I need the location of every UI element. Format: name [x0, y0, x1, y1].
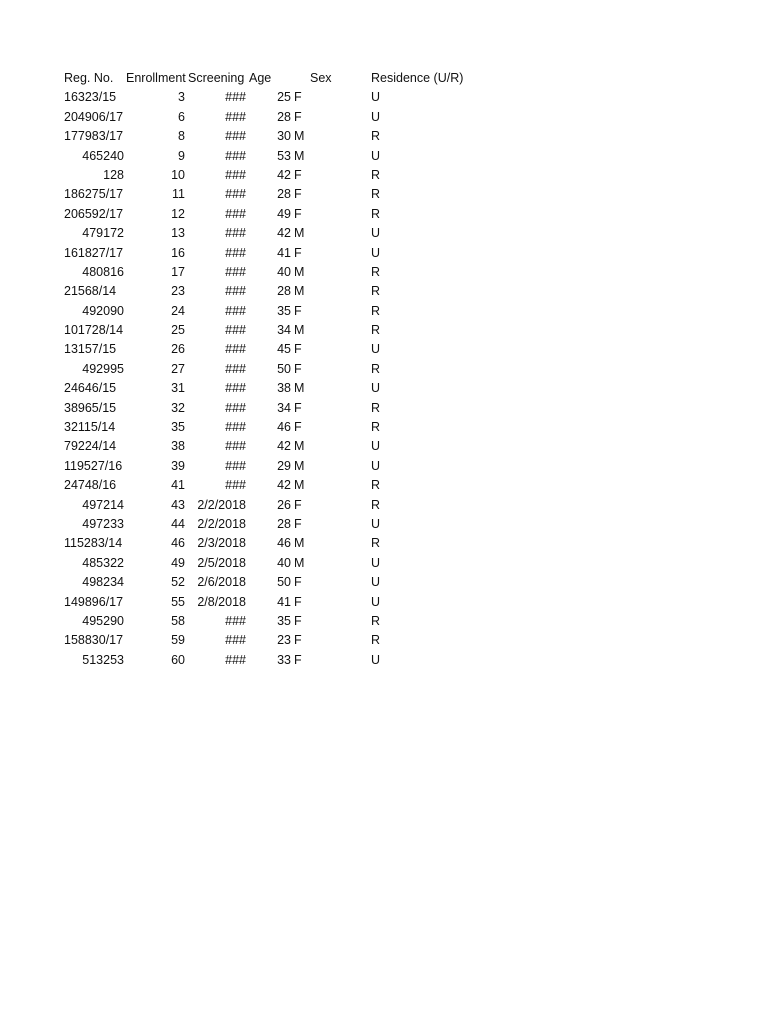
screening-cell[interactable]: ###	[225, 148, 246, 163]
sex-cell[interactable]: M	[294, 284, 305, 299]
residence-cell[interactable]: U	[371, 90, 381, 105]
enrollment-cell[interactable]: 25	[171, 323, 185, 338]
sex-cell[interactable]: F	[294, 516, 302, 531]
residence-cell[interactable]: U	[371, 342, 381, 357]
residence-cell[interactable]: R	[371, 536, 381, 551]
reg-no-cell[interactable]: 513253	[82, 652, 124, 667]
screening-cell[interactable]: 2/3/2018	[197, 536, 246, 551]
age-cell[interactable]: 49	[277, 206, 291, 221]
enrollment-cell[interactable]: 23	[171, 284, 185, 299]
table-row	[0, 496, 768, 515]
enrollment-cell[interactable]: 46	[171, 536, 185, 551]
reg-no-cell[interactable]: 16323/15	[64, 90, 117, 105]
screening-cell[interactable]: ###	[225, 439, 246, 454]
age-cell[interactable]: 42	[277, 478, 291, 493]
screening-cell[interactable]: ###	[225, 226, 246, 241]
enrollment-cell[interactable]: 52	[171, 575, 185, 590]
residence-cell[interactable]: R	[371, 478, 381, 493]
enrollment-cell[interactable]: 44	[171, 516, 185, 531]
screening-cell[interactable]: ###	[225, 323, 246, 338]
reg-no-cell[interactable]: 485322	[82, 555, 124, 570]
reg-no-cell[interactable]: 497214	[82, 497, 124, 512]
reg-no-cell[interactable]: 24748/16	[64, 478, 117, 493]
enrollment-cell[interactable]: 38	[171, 439, 185, 454]
age-cell[interactable]: 42	[277, 167, 291, 182]
reg-no-cell[interactable]: 115283/14	[64, 536, 123, 551]
age-cell[interactable]: 34	[277, 323, 291, 338]
enrollment-cell[interactable]: 9	[178, 148, 185, 163]
screening-cell[interactable]: ###	[225, 613, 246, 628]
spreadsheet-table	[0, 69, 768, 670]
sex-cell[interactable]: M	[294, 323, 305, 338]
screening-cell[interactable]: ###	[225, 342, 246, 357]
reg-no-cell[interactable]: 495290	[82, 613, 124, 628]
table-row	[0, 185, 768, 204]
residence-cell[interactable]: R	[371, 167, 381, 182]
residence-cell[interactable]: U	[371, 381, 381, 396]
reg-no-cell[interactable]: 38965/15	[64, 400, 117, 415]
sex-cell[interactable]: M	[294, 148, 305, 163]
age-cell[interactable]: 30	[277, 129, 291, 144]
enrollment-cell[interactable]: 43	[171, 497, 185, 512]
table-row	[0, 573, 768, 592]
table-row	[0, 476, 768, 495]
residence-cell[interactable]: U	[371, 226, 381, 241]
table-body	[0, 88, 768, 670]
sex-cell[interactable]: F	[294, 633, 302, 648]
table-row	[0, 321, 768, 340]
age-cell[interactable]: 28	[277, 187, 291, 202]
sex-cell[interactable]: F	[294, 206, 302, 221]
residence-cell[interactable]: R	[371, 284, 381, 299]
reg-no-cell[interactable]: 149896/17	[64, 594, 124, 609]
screening-cell[interactable]: ###	[225, 187, 246, 202]
sex-cell[interactable]: M	[294, 439, 305, 454]
table-row	[0, 457, 768, 476]
screening-cell[interactable]: ###	[225, 284, 246, 299]
residence-cell[interactable]: U	[371, 245, 381, 260]
reg-no-cell[interactable]: 492090	[82, 303, 124, 318]
age-cell[interactable]: 23	[277, 633, 291, 648]
header-row	[0, 69, 768, 88]
sex-cell[interactable]: M	[294, 226, 305, 241]
sex-cell[interactable]: M	[294, 458, 305, 473]
sex-cell[interactable]: F	[294, 575, 302, 590]
screening-cell[interactable]: ###	[225, 381, 246, 396]
reg-no-cell[interactable]: 13157/15	[64, 342, 117, 357]
enrollment-cell[interactable]: 12	[171, 206, 185, 221]
enrollment-cell[interactable]: 31	[171, 381, 185, 396]
sex-cell[interactable]: F	[294, 613, 302, 628]
age-cell[interactable]: 50	[277, 575, 291, 590]
age-cell[interactable]: 28	[277, 109, 291, 124]
table-row	[0, 554, 768, 573]
reg-no-cell[interactable]: 79224/14	[64, 439, 117, 454]
table-row	[0, 418, 768, 437]
sex-cell[interactable]: F	[294, 361, 302, 376]
table-row	[0, 127, 768, 146]
enrollment-cell[interactable]: 3	[178, 90, 185, 105]
enrollment-cell[interactable]: 26	[171, 342, 185, 357]
enrollment-cell[interactable]: 59	[171, 633, 185, 648]
enrollment-cell[interactable]: 39	[171, 458, 185, 473]
reg-no-cell[interactable]: 32115/14	[64, 420, 116, 435]
sex-cell[interactable]: F	[294, 245, 302, 260]
reg-no-cell[interactable]: 480816	[82, 264, 124, 279]
age-cell[interactable]: 38	[277, 381, 291, 396]
table-row	[0, 166, 768, 185]
table-row	[0, 88, 768, 107]
screening-cell[interactable]: 2/5/2018	[197, 555, 246, 570]
table-row	[0, 147, 768, 166]
reg-no-cell[interactable]: 158830/17	[64, 633, 124, 648]
reg-no-cell[interactable]: 206592/17	[64, 206, 124, 221]
enrollment-cell[interactable]: 58	[171, 613, 185, 628]
screening-cell[interactable]: ###	[225, 245, 246, 260]
screening-cell[interactable]: 2/2/2018	[197, 516, 246, 531]
residence-cell[interactable]: U	[371, 148, 381, 163]
table-row	[0, 224, 768, 243]
table-row	[0, 302, 768, 321]
table-row	[0, 593, 768, 612]
residence-cell[interactable]: R	[371, 497, 381, 512]
header-sex[interactable]: Sex	[310, 71, 332, 85]
age-cell[interactable]: 41	[277, 594, 291, 609]
residence-cell[interactable]: U	[371, 516, 381, 531]
age-cell[interactable]: 46	[277, 420, 291, 435]
screening-cell[interactable]: ###	[225, 206, 246, 221]
reg-no-cell[interactable]: 128	[103, 167, 124, 182]
table-row	[0, 437, 768, 456]
residence-cell[interactable]: U	[371, 575, 381, 590]
reg-no-cell[interactable]: 119527/16	[64, 458, 123, 473]
table-row	[0, 263, 768, 282]
age-cell[interactable]: 41	[277, 245, 291, 260]
screening-cell[interactable]: ###	[225, 264, 246, 279]
enrollment-cell[interactable]: 55	[171, 594, 185, 609]
residence-cell[interactable]: U	[371, 109, 381, 124]
table-row	[0, 534, 768, 553]
reg-no-cell[interactable]: 465240	[82, 148, 124, 163]
enrollment-cell[interactable]: 24	[171, 303, 185, 318]
residence-cell[interactable]: U	[371, 439, 381, 454]
age-cell[interactable]: 40	[277, 264, 291, 279]
age-cell[interactable]: 42	[277, 439, 291, 454]
header-enrollment[interactable]: Enrollment	[126, 71, 186, 85]
reg-no-cell[interactable]: 161827/17	[64, 245, 124, 260]
table-row	[0, 244, 768, 263]
age-cell[interactable]: 53	[277, 148, 291, 163]
screening-cell[interactable]: ###	[225, 633, 246, 648]
residence-cell[interactable]: R	[371, 361, 381, 376]
header-residence[interactable]: Residence (U/R)	[371, 71, 464, 85]
table-row	[0, 399, 768, 418]
table-row	[0, 651, 768, 670]
sex-cell[interactable]: M	[294, 264, 305, 279]
header-age[interactable]: Age	[249, 71, 272, 85]
residence-cell[interactable]: R	[371, 206, 381, 221]
age-cell[interactable]: 46	[277, 536, 291, 551]
residence-cell[interactable]: U	[371, 652, 381, 667]
sex-cell[interactable]: M	[294, 129, 305, 144]
header-reg-no[interactable]: Reg. No.	[64, 71, 114, 85]
sex-cell[interactable]: F	[294, 342, 302, 357]
sex-cell[interactable]: F	[294, 109, 302, 124]
residence-cell[interactable]: U	[371, 594, 381, 609]
sex-cell[interactable]: F	[294, 187, 302, 202]
age-cell[interactable]: 40	[277, 555, 291, 570]
age-cell[interactable]: 29	[277, 458, 291, 473]
enrollment-cell[interactable]: 49	[171, 555, 185, 570]
age-cell[interactable]: 33	[277, 652, 291, 667]
reg-no-cell[interactable]: 24646/15	[64, 381, 117, 396]
screening-cell[interactable]: ###	[225, 458, 246, 473]
sex-cell[interactable]: M	[294, 555, 305, 570]
header-screening[interactable]: Screening	[188, 71, 245, 85]
residence-cell[interactable]: R	[371, 264, 381, 279]
enrollment-cell[interactable]: 27	[171, 361, 185, 376]
residence-cell[interactable]: R	[371, 420, 381, 435]
residence-cell[interactable]: R	[371, 323, 381, 338]
sex-cell[interactable]: F	[294, 652, 302, 667]
screening-cell[interactable]: ###	[225, 167, 246, 182]
reg-no-cell[interactable]: 497233	[82, 516, 124, 531]
reg-no-cell[interactable]: 21568/14	[64, 284, 117, 299]
sex-cell[interactable]: F	[294, 90, 302, 105]
reg-no-cell[interactable]: 177983/17	[64, 129, 124, 144]
age-cell[interactable]: 26	[277, 497, 291, 512]
sex-cell[interactable]: F	[294, 400, 302, 415]
sex-cell[interactable]: F	[294, 497, 302, 512]
enrollment-cell[interactable]: 16	[171, 245, 185, 260]
screening-cell[interactable]: ###	[225, 478, 246, 493]
screening-cell[interactable]: ###	[225, 129, 246, 144]
enrollment-cell[interactable]: 6	[178, 109, 185, 124]
reg-no-cell[interactable]: 204906/17	[64, 109, 124, 124]
screening-cell[interactable]: ###	[225, 652, 246, 667]
enrollment-cell[interactable]: 41	[171, 478, 185, 493]
age-cell[interactable]: 35	[277, 303, 291, 318]
residence-cell[interactable]: R	[371, 129, 381, 144]
age-cell[interactable]: 50	[277, 361, 291, 376]
table-row	[0, 379, 768, 398]
screening-cell[interactable]: ###	[225, 303, 246, 318]
enrollment-cell[interactable]: 32	[171, 400, 185, 415]
sex-cell[interactable]: F	[294, 420, 302, 435]
screening-cell[interactable]: ###	[225, 90, 246, 105]
table-row	[0, 205, 768, 224]
enrollment-cell[interactable]: 60	[171, 652, 185, 667]
residence-cell[interactable]: R	[371, 633, 381, 648]
reg-no-cell[interactable]: 498234	[82, 575, 124, 590]
table-row	[0, 282, 768, 301]
sex-cell[interactable]: M	[294, 536, 305, 551]
sex-cell[interactable]: F	[294, 303, 302, 318]
screening-cell[interactable]: 2/8/2018	[197, 594, 246, 609]
age-cell[interactable]: 28	[277, 516, 291, 531]
enrollment-cell[interactable]: 17	[171, 264, 185, 279]
residence-cell[interactable]: R	[371, 187, 381, 202]
age-cell[interactable]: 42	[277, 226, 291, 241]
table-row	[0, 340, 768, 359]
table-row	[0, 631, 768, 650]
screening-cell[interactable]: ###	[225, 361, 246, 376]
age-cell[interactable]: 45	[277, 342, 291, 357]
enrollment-cell[interactable]: 10	[171, 167, 185, 182]
screening-cell[interactable]: 2/6/2018	[197, 575, 246, 590]
table-row	[0, 108, 768, 127]
reg-no-cell[interactable]: 101728/14	[64, 323, 124, 338]
screening-cell[interactable]: ###	[225, 109, 246, 124]
reg-no-cell[interactable]: 479172	[82, 226, 124, 241]
sex-cell[interactable]: F	[294, 594, 302, 609]
enrollment-cell[interactable]: 13	[171, 226, 185, 241]
sex-cell[interactable]: M	[294, 478, 305, 493]
table-row	[0, 612, 768, 631]
age-cell[interactable]: 34	[277, 400, 291, 415]
table-row	[0, 360, 768, 379]
residence-cell[interactable]: U	[371, 555, 381, 570]
age-cell[interactable]: 35	[277, 613, 291, 628]
residence-cell[interactable]: R	[371, 303, 381, 318]
age-cell[interactable]: 25	[277, 90, 291, 105]
table-row	[0, 515, 768, 534]
sex-cell[interactable]: M	[294, 381, 305, 396]
enrollment-cell[interactable]: 11	[172, 187, 185, 202]
age-cell[interactable]: 28	[277, 284, 291, 299]
residence-cell[interactable]: R	[371, 613, 381, 628]
residence-cell[interactable]: R	[371, 400, 381, 415]
screening-cell[interactable]: ###	[225, 400, 246, 415]
reg-no-cell[interactable]: 186275/17	[64, 187, 124, 202]
residence-cell[interactable]: U	[371, 458, 381, 473]
sex-cell[interactable]: F	[294, 167, 302, 182]
enrollment-cell[interactable]: 8	[178, 129, 185, 144]
screening-cell[interactable]: ###	[225, 420, 246, 435]
screening-cell[interactable]: 2/2/2018	[197, 497, 246, 512]
enrollment-cell[interactable]: 35	[171, 420, 185, 435]
reg-no-cell[interactable]: 492995	[82, 361, 124, 376]
